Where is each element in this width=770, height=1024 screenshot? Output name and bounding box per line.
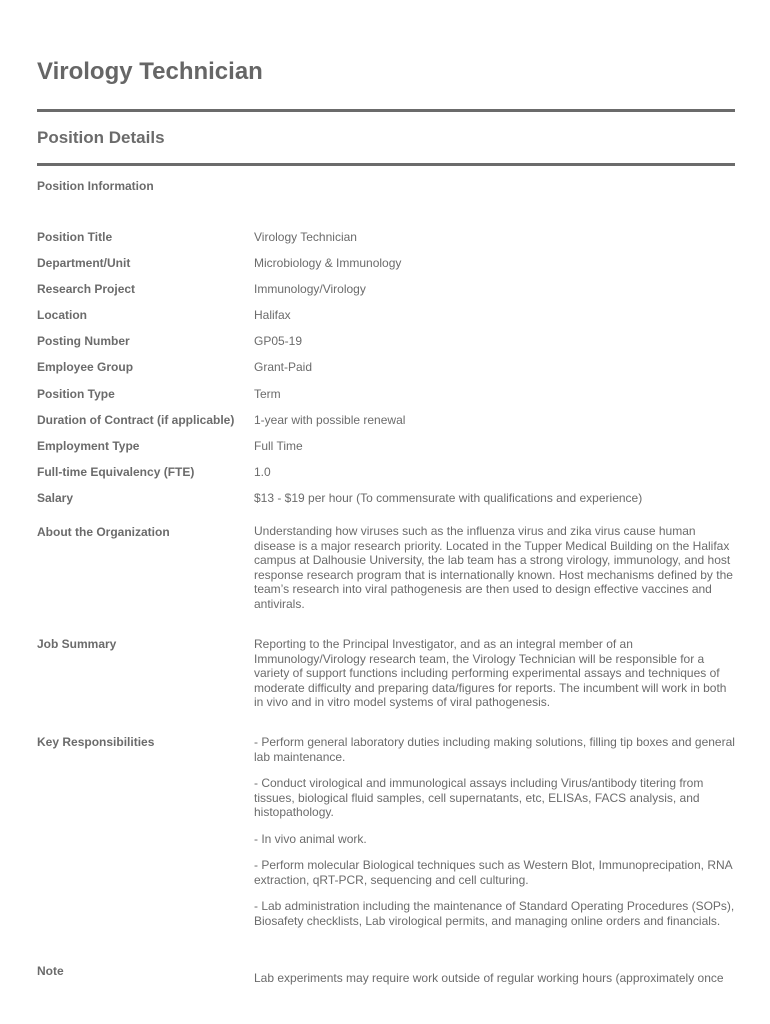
title-divider <box>37 109 735 112</box>
job-summary-text: Reporting to the Principal Investigator, and as an integral member of an Immunology/Virology research team, the Virology Technician will be responsible for a variety of support functions including performing experimental assays and techniques of moderate difficulty and preparing data/figures for reports. The incumbent will work in both in vivo and in vitro model systems of viral pathogenesis. <box>254 637 727 709</box>
field-label: Employment Type <box>37 439 140 453</box>
responsibility-item: - Perform general laboratory duties including making solutions, filling tip boxes and general lab maintenance. <box>254 735 735 764</box>
field-label: Full-time Equivalency (FTE) <box>37 465 195 479</box>
field-label: Duration of Contract (if applicable) <box>37 413 235 427</box>
page-title: Virology Technician <box>37 58 263 85</box>
field-value: $13 - $19 per hour (To commensurate with qualifications and experience) <box>254 491 643 505</box>
field-value: Halifax <box>254 308 291 322</box>
field-value: 1-year with possible renewal <box>254 413 406 427</box>
field-label: Position Title <box>37 230 113 244</box>
field-label: Job Summary <box>37 637 117 651</box>
field-value: Microbiology & Immunology <box>254 256 402 270</box>
field-value: Grant-Paid <box>254 360 313 374</box>
field-label: Posting Number <box>37 334 130 348</box>
field-label: Research Project <box>37 282 136 296</box>
field-label: Department/Unit <box>37 256 131 270</box>
field-label: Employee Group <box>37 360 134 374</box>
responsibility-item: - Perform molecular Biological techniques such as Western Blot, Immunoprecipation, RNA extraction, qRT-PCR, sequencing and cell culturing. <box>254 858 732 887</box>
responsibility-item: - Lab administration including the maintenance of Standard Operating Procedures (SOPs), Biosafety checklists, Lab virological permits, and managing online orders and financials. <box>254 899 735 928</box>
field-label: Key Responsibilities <box>37 735 155 749</box>
field-value: Virology Technician <box>254 230 357 244</box>
field-label: Location <box>37 308 87 322</box>
section-title: Position Details <box>37 128 165 147</box>
about-organization-text: Understanding how viruses such as the influenza virus and zika virus cause human disease is a major research priority. Located in the Tupper Medical Building on the Halifax campus at Dalhousie University, the lab team has a strong virology, immunology, and host response research program that is internationally known. Host mechanisms defined by the team’s research into viral pathogenesis are then used to design effective vaccines and antivirals. <box>254 524 733 611</box>
field-label: Note <box>37 964 64 978</box>
field-value: Term <box>254 387 281 401</box>
field-value: GP05-19 <box>254 334 303 348</box>
field-value: 1.0 <box>254 465 271 479</box>
field-value: Full Time <box>254 439 303 453</box>
note-text: Lab experiments may require work outside of regular working hours (approximately once <box>254 971 724 985</box>
responsibility-item: - In vivo animal work. <box>254 831 367 846</box>
field-label: About the Organization <box>37 525 170 539</box>
field-value: Immunology/Virology <box>254 282 366 296</box>
field-label: Salary <box>37 491 74 505</box>
responsibility-item: - Conduct virological and immunological assays including Virus/antibody titering from tissues, biological fluid samples, cell supernatants, etc, ELISAs, FACS analysis, and histopathology. <box>254 776 704 819</box>
section-divider <box>37 163 735 166</box>
field-label: Position Type <box>37 387 115 401</box>
subsection-title: Position Information <box>37 179 154 193</box>
key-responsibilities-list <box>254 735 736 940</box>
